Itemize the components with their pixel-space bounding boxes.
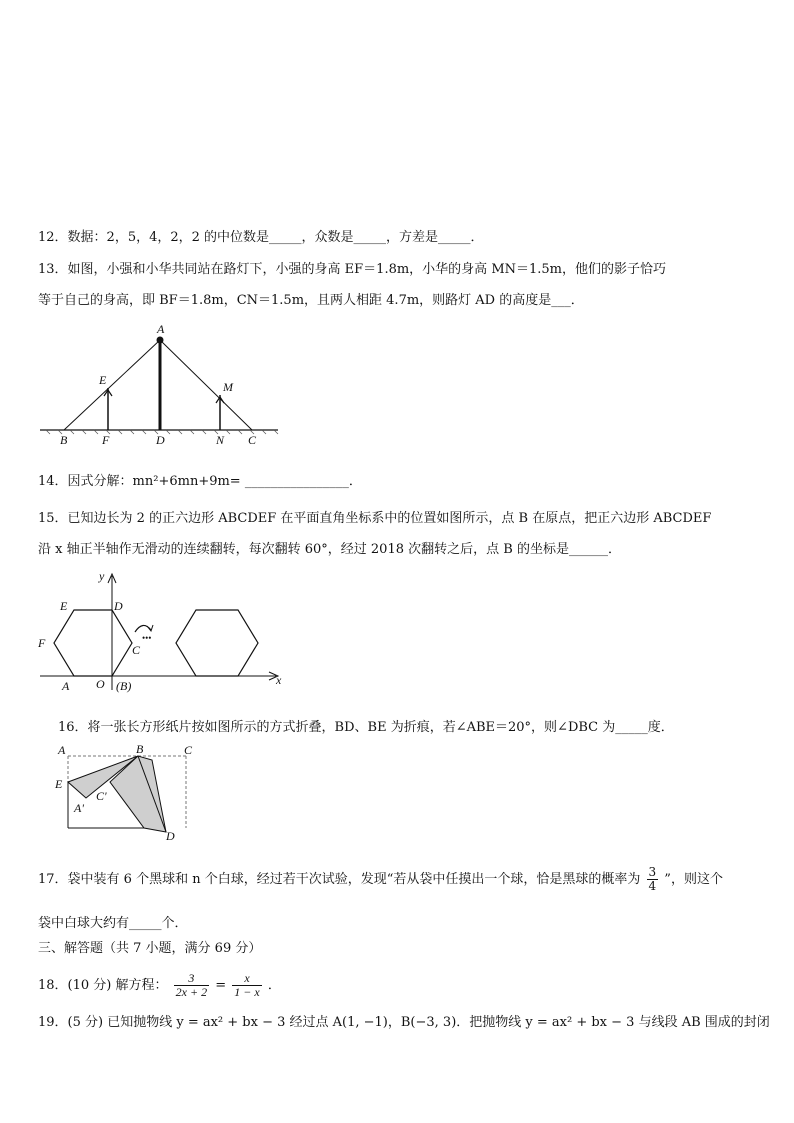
streetlight-figure bbox=[36, 320, 286, 450]
fraction-denominator: 4 bbox=[648, 879, 657, 893]
fraction-numerator: 3 bbox=[648, 865, 657, 879]
ray-AC bbox=[160, 340, 252, 430]
label-A: A bbox=[58, 743, 66, 757]
section-title: 三、解答题（共 7 小题，满分 69 分） bbox=[38, 941, 262, 956]
label-C: C bbox=[132, 643, 141, 657]
label-C: C bbox=[184, 743, 193, 757]
right-denominator: 1 − x bbox=[234, 985, 260, 999]
label-C: C bbox=[248, 433, 257, 447]
folding-figure bbox=[52, 742, 202, 842]
question-16 bbox=[58, 719, 674, 737]
question-12 bbox=[38, 229, 484, 247]
label-N: N bbox=[216, 433, 225, 447]
question-17-line-2 bbox=[38, 915, 188, 933]
question-14-text: 14．因式分解：mn²+6mn+9m= ________________． bbox=[38, 474, 362, 489]
question-17-line-1 bbox=[38, 866, 723, 893]
label-B: B bbox=[136, 742, 144, 756]
right-numerator: x bbox=[232, 972, 261, 986]
question-13-line-1 bbox=[38, 261, 666, 279]
label-F: F bbox=[38, 636, 46, 650]
question-14 bbox=[38, 473, 362, 491]
question-18-suffix: ． bbox=[267, 978, 281, 993]
question-13-line-2 bbox=[38, 292, 584, 310]
hexagon-figure bbox=[36, 568, 296, 698]
label-B: B bbox=[60, 433, 68, 447]
question-13-text-2: 等于自己的身高，即 BF＝1.8m，CN＝1.5m，且两人相距 4.7m，则路灯 AD 的高度是___． bbox=[38, 293, 584, 308]
label-y: y bbox=[99, 569, 105, 583]
left-numerator: 3 bbox=[174, 972, 209, 986]
question-18 bbox=[38, 972, 281, 999]
label-C-prime: C' bbox=[96, 789, 107, 803]
question-17-text-1: 17．袋中装有 6 个黑球和 n 个白球，经过若干次试验，发现“若从袋中任摸出一个球，恰是黑球的概率为 bbox=[38, 872, 641, 887]
question-17-text-3: 袋中白球大约有_____个． bbox=[38, 916, 188, 931]
question-19 bbox=[38, 1014, 770, 1032]
continuation-dots: ••• bbox=[142, 633, 152, 643]
label-B-origin: (B) bbox=[116, 679, 132, 693]
question-15-line-2 bbox=[38, 541, 621, 559]
label-D: D bbox=[114, 599, 123, 613]
hexagon-after-rolls bbox=[176, 610, 258, 676]
left-denominator: 2x + 2 bbox=[175, 985, 208, 999]
label-M: M bbox=[223, 380, 233, 394]
equals-sign: = bbox=[215, 978, 227, 993]
label-F: F bbox=[102, 433, 110, 447]
label-A: A bbox=[157, 322, 165, 336]
equation-right-fraction bbox=[232, 972, 261, 999]
question-12-text: 12．数据：2，5，4，2，2 的中位数是_____，众数是_____，方差是_____． bbox=[38, 230, 484, 245]
label-A-prime: A' bbox=[74, 801, 84, 815]
question-13-text-1: 13．如图，小强和小华共同站在路灯下，小强的身高 EF＝1.8m，小华的身高 MN＝1.5m，他们的影子恰巧 bbox=[38, 262, 667, 277]
probability-fraction bbox=[647, 866, 659, 893]
question-15-text-2: 沿 x 轴正半轴作无滑动的连续翻转，每次翻转 60°，经过 2018 次翻转之后，点 B 的坐标是______． bbox=[38, 542, 621, 557]
label-E: E bbox=[60, 599, 68, 613]
question-17-text-2: ”，则这个 bbox=[664, 872, 723, 887]
section-heading bbox=[38, 940, 261, 958]
question-18-prefix: 18．(10 分) 解方程： bbox=[38, 978, 168, 993]
ray-AB bbox=[64, 340, 160, 430]
label-E: E bbox=[55, 777, 63, 791]
label-x: x bbox=[276, 673, 282, 687]
label-D: D bbox=[156, 433, 165, 447]
equation-left-fraction bbox=[174, 972, 209, 999]
label-E: E bbox=[99, 373, 107, 387]
label-O: O bbox=[96, 677, 105, 691]
question-16-text: 16．将一张长方形纸片按如图所示的方式折叠，BD、BE 为折痕，若∠ABE＝20°，则∠DBC 为_____度． bbox=[58, 720, 674, 735]
hexagon-ABCDEF bbox=[54, 610, 132, 676]
question-19-text: 19．(5 分) 已知抛物线 y = ax² + bx − 3 经过点 A(1, −1)，B(−3, 3)．把抛物线 y = ax² + bx − 3 与线段 AB 围成的封闭 bbox=[38, 1015, 770, 1030]
label-D: D bbox=[166, 829, 175, 842]
label-A: A bbox=[62, 679, 70, 693]
question-15-line-1 bbox=[38, 510, 711, 528]
question-15-text-1: 15．已知边长为 2 的正六边形 ABCDEF 在平面直角坐标系中的位置如图所示，点 B 在原点，把正六边形 ABCDEF bbox=[38, 511, 712, 526]
